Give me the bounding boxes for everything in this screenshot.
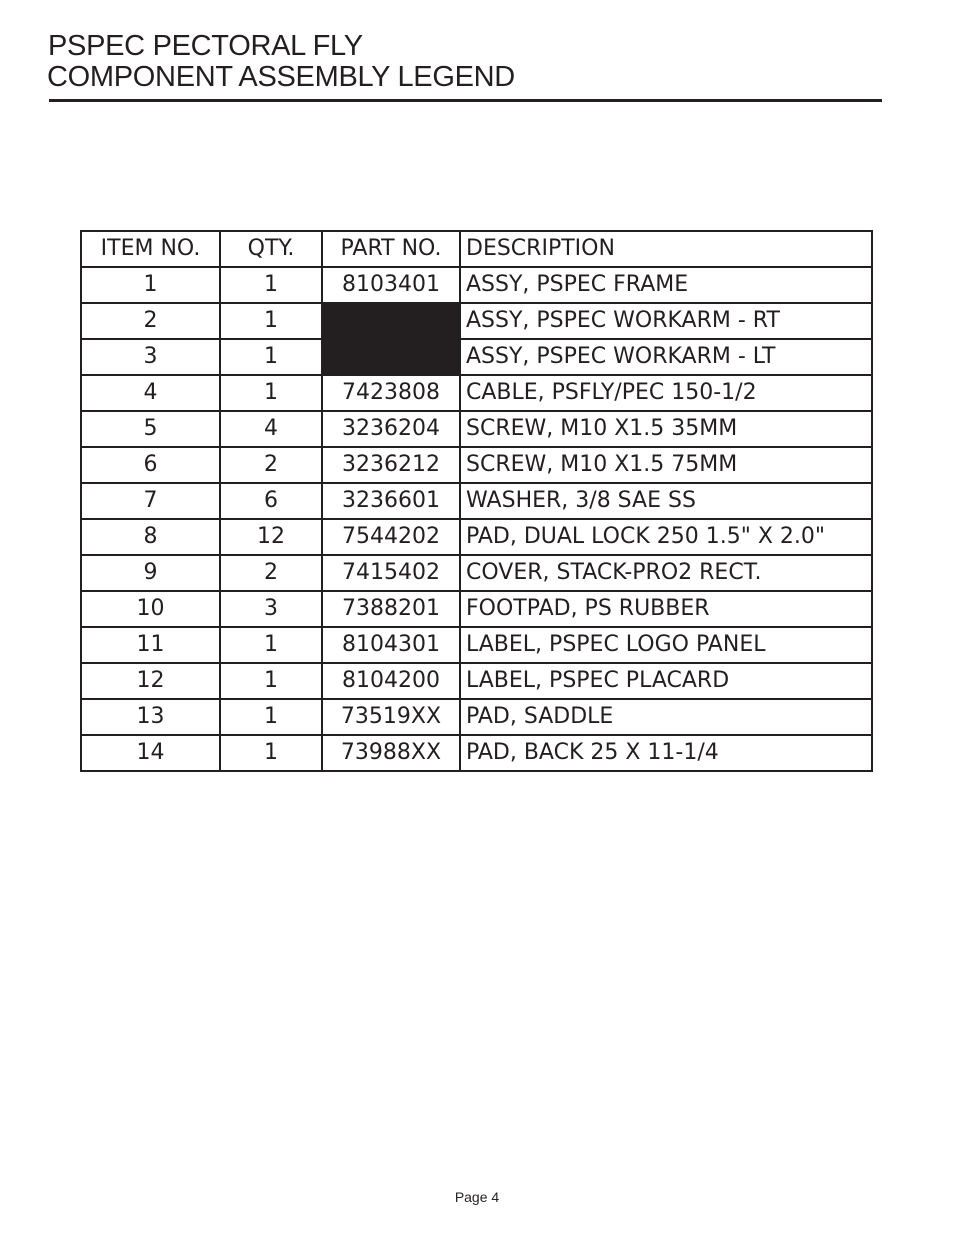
column-header-qty: QTY. [220, 231, 322, 267]
item-no-cell: 5 [81, 411, 220, 447]
part-no-cell: 7388201 [322, 591, 460, 627]
component-legend-table [80, 230, 873, 772]
item-no-cell: 4 [81, 375, 220, 411]
item-no-cell: 12 [81, 663, 220, 699]
qty-cell: 6 [220, 483, 322, 519]
qty-cell: 1 [220, 303, 322, 339]
column-header-item-no: ITEM NO. [81, 231, 220, 267]
table-header-row [81, 231, 872, 267]
table-row [81, 519, 872, 555]
table-row [81, 339, 872, 375]
title-underline [49, 99, 882, 102]
item-no-cell: 2 [81, 303, 220, 339]
description-cell: ASSY, PSPEC WORKARM - LT [460, 339, 872, 375]
description-cell: ASSY, PSPEC WORKARM - RT [460, 303, 872, 339]
table-row [81, 591, 872, 627]
part-no-cell: 7423808 [322, 375, 460, 411]
column-header-part-no: PART NO. [322, 231, 460, 267]
table-row [81, 699, 872, 735]
table-row [81, 483, 872, 519]
item-no-cell: 10 [81, 591, 220, 627]
description-cell: ASSY, PSPEC FRAME [460, 267, 872, 303]
table-row [81, 627, 872, 663]
qty-cell: 1 [220, 663, 322, 699]
qty-cell: 3 [220, 591, 322, 627]
part-no-redacted-cell [322, 303, 460, 339]
qty-cell: 1 [220, 375, 322, 411]
item-no-cell: 9 [81, 555, 220, 591]
description-cell: PAD, SADDLE [460, 699, 872, 735]
item-no-cell: 1 [81, 267, 220, 303]
table-row [81, 267, 872, 303]
description-cell: FOOTPAD, PS RUBBER [460, 591, 872, 627]
description-cell: WASHER, 3/8 SAE SS [460, 483, 872, 519]
part-no-cell: 73519XX [322, 699, 460, 735]
part-no-redacted-cell [322, 339, 460, 375]
qty-cell: 1 [220, 735, 322, 771]
page-title-line-1: PSPEC PECTORAL FLY [48, 30, 363, 62]
qty-cell: 2 [220, 555, 322, 591]
page-number: Page 4 [454, 1189, 500, 1205]
qty-cell: 1 [220, 699, 322, 735]
item-no-cell: 14 [81, 735, 220, 771]
qty-cell: 2 [220, 447, 322, 483]
item-no-cell: 13 [81, 699, 220, 735]
table-row [81, 555, 872, 591]
qty-cell: 1 [220, 267, 322, 303]
table-row [81, 375, 872, 411]
description-cell: PAD, DUAL LOCK 250 1.5" X 2.0" [460, 519, 872, 555]
qty-cell: 1 [220, 627, 322, 663]
part-no-cell: 3236601 [322, 483, 460, 519]
table-row [81, 663, 872, 699]
item-no-cell: 3 [81, 339, 220, 375]
part-no-cell: 8104200 [322, 663, 460, 699]
table-body [81, 267, 872, 771]
qty-cell: 12 [220, 519, 322, 555]
part-no-cell: 8104301 [322, 627, 460, 663]
qty-cell: 4 [220, 411, 322, 447]
qty-cell: 1 [220, 339, 322, 375]
table-row [81, 447, 872, 483]
description-cell: CABLE, PSFLY/PEC 150-1/2 [460, 375, 872, 411]
table-row [81, 303, 872, 339]
part-no-cell: 73988XX [322, 735, 460, 771]
item-no-cell: 6 [81, 447, 220, 483]
column-header-description: DESCRIPTION [460, 231, 872, 267]
part-no-cell: 7415402 [322, 555, 460, 591]
description-cell: LABEL, PSPEC PLACARD [460, 663, 872, 699]
item-no-cell: 7 [81, 483, 220, 519]
part-no-cell: 3236212 [322, 447, 460, 483]
item-no-cell: 11 [81, 627, 220, 663]
part-no-cell: 8103401 [322, 267, 460, 303]
description-cell: SCREW, M10 X1.5 75MM [460, 447, 872, 483]
part-no-cell: 7544202 [322, 519, 460, 555]
part-no-cell: 3236204 [322, 411, 460, 447]
table-row [81, 735, 872, 771]
table-row [81, 411, 872, 447]
description-cell: COVER, STACK-PRO2 RECT. [460, 555, 872, 591]
page-title-line-2: COMPONENT ASSEMBLY LEGEND [47, 61, 515, 93]
item-no-cell: 8 [81, 519, 220, 555]
description-cell: SCREW, M10 X1.5 35MM [460, 411, 872, 447]
description-cell: LABEL, PSPEC LOGO PANEL [460, 627, 872, 663]
description-cell: PAD, BACK 25 X 11-1/4 [460, 735, 872, 771]
